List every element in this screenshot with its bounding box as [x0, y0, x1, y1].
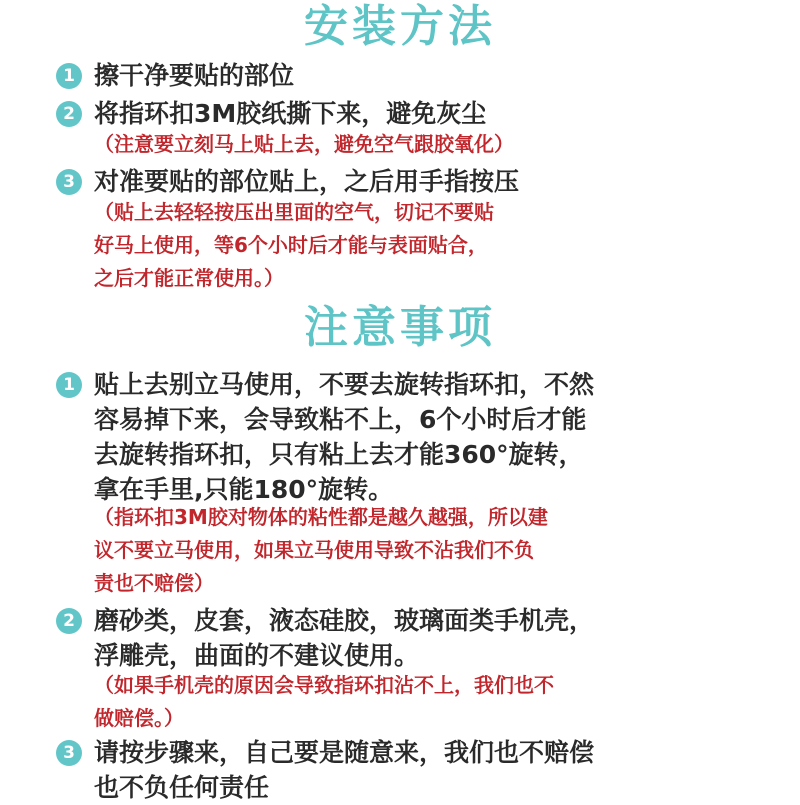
note-line: （贴上去轻轻按压出里面的空气，切记不要贴 — [94, 200, 494, 224]
step-note: （注意要立刻马上贴上去，避免空气跟胶氧化） — [94, 132, 514, 156]
item-text — [94, 735, 780, 805]
text-line: 请按步骤来，自己要是随意来，我们也不赔偿 — [94, 738, 595, 767]
step-text: 擦干净要贴的部位 — [94, 61, 295, 90]
item-text — [94, 603, 780, 673]
step-number-badge: 2 — [56, 101, 82, 127]
notice-title: 注意事项 — [304, 302, 496, 353]
step-note — [94, 196, 780, 295]
item-number-badge: 1 — [56, 372, 82, 398]
step-text: 对准要贴的部位贴上，之后用手指按压 — [94, 167, 520, 196]
text-line: 容易掉下来，会导致粘不上，6个小时后才能 — [94, 405, 587, 434]
install-title: 安装方法 — [304, 1, 496, 52]
item-text — [94, 367, 780, 507]
item-number-badge: 2 — [56, 608, 82, 634]
note-line: 之后才能正常使用。） — [94, 266, 284, 290]
step-number-badge: 1 — [56, 63, 82, 89]
note-line: （如果手机壳的原因会导致指环扣沾不上，我们也不 — [94, 673, 554, 697]
text-line: 拿在手里,只能180°旋转。 — [94, 475, 394, 504]
item-number-badge: 3 — [56, 740, 82, 766]
note-line: 议不要立马使用，如果立马使用导致不沾我们不负 — [94, 538, 534, 562]
note-line: 责也不赔偿） — [94, 571, 214, 595]
text-line: 去旋转指环扣，只有粘上去才能360°旋转， — [94, 440, 584, 469]
step-text: 将指环扣3M胶纸撕下来，避免灰尘 — [94, 99, 487, 128]
text-line: 浮雕壳，曲面的不建议使用。 — [94, 641, 420, 670]
step-number-badge: 3 — [56, 169, 82, 195]
text-line: 磨砂类，皮套，液态硅胶，玻璃面类手机壳， — [94, 606, 595, 635]
note-line: （指环扣3M胶对物体的粘性都是越久越强，所以建 — [94, 505, 548, 529]
item-note — [94, 501, 780, 600]
note-line: 好马上使用，等6个小时后才能与表面贴合， — [94, 233, 488, 257]
text-line: 也不负任何责任 — [94, 773, 270, 802]
text-line: 贴上去别立马使用，不要去旋转指环扣，不然 — [94, 370, 595, 399]
item-note — [94, 669, 780, 735]
note-line: 做赔偿。） — [94, 706, 184, 730]
